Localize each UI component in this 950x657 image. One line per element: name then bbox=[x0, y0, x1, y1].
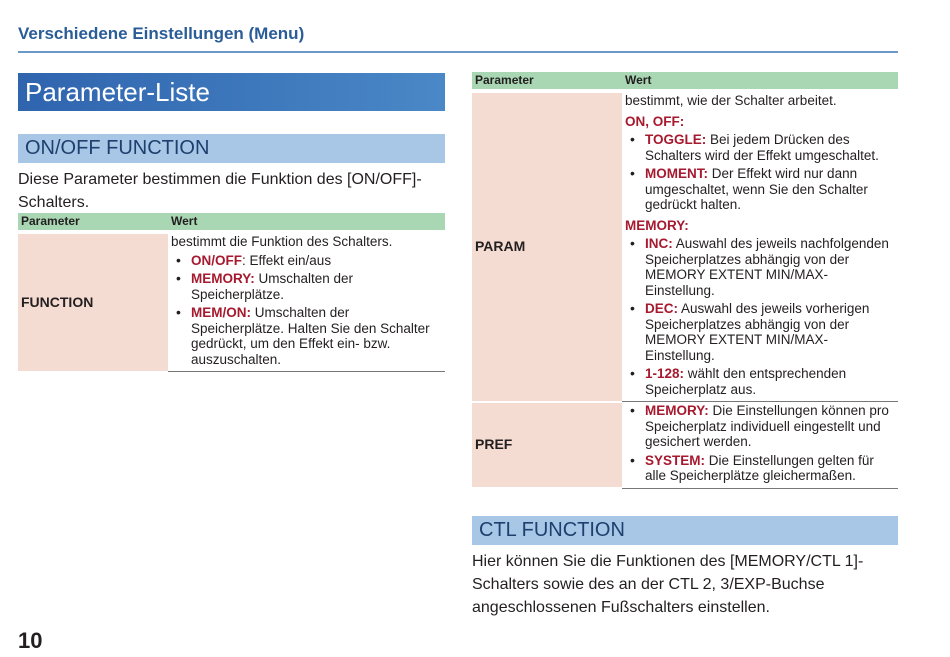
ctl-parameter-table bbox=[472, 72, 898, 489]
list-item bbox=[625, 453, 895, 484]
value-description: bestimmt die Funktion des Schalters. bbox=[171, 234, 393, 249]
table-row bbox=[472, 402, 898, 489]
parameter-value bbox=[622, 91, 898, 402]
option-list bbox=[625, 132, 895, 213]
option-text: Umschalten der Speicherplätze. bbox=[191, 271, 354, 302]
option-text: Effekt ein/aus bbox=[249, 252, 332, 268]
page-title: Parameter-Liste bbox=[18, 73, 445, 111]
onoff-parameter-table bbox=[18, 213, 445, 373]
option-list bbox=[625, 236, 895, 397]
onoff-function-heading: ON/OFF FUNCTION bbox=[18, 134, 445, 163]
list-item bbox=[625, 236, 895, 298]
option-term: MEMORY: bbox=[191, 271, 255, 286]
list-item bbox=[625, 403, 895, 450]
option-term: MOMENT: bbox=[645, 166, 708, 181]
parameter-value bbox=[168, 232, 445, 372]
parameter-name-pref: PREF bbox=[472, 402, 622, 489]
section-header: Verschiedene Einstellungen (Menu) bbox=[18, 24, 305, 43]
parameter-value bbox=[622, 402, 898, 489]
parameter-column-header: Parameter bbox=[472, 72, 622, 91]
ctl-function-heading: CTL FUNCTION bbox=[472, 516, 898, 545]
option-term: DEC: bbox=[645, 301, 678, 316]
list-item bbox=[625, 301, 895, 363]
option-term: MEMORY: bbox=[645, 403, 709, 418]
list-item bbox=[625, 132, 895, 163]
option-text: Bei jedem Drücken des Schalters wird der Effekt umgeschaltet. bbox=[645, 132, 879, 163]
header-rule bbox=[18, 51, 898, 53]
group-label-memory: MEMORY: bbox=[625, 217, 689, 233]
parameter-column-header: Parameter bbox=[18, 213, 168, 232]
option-text: Auswahl des jeweils vorherigen Speicherplatzes abhängig von der MEMORY EXTENT MIN/MAX-Einstellung. bbox=[645, 301, 870, 363]
value-description: bestimmt, wie der Schalter arbeitet. bbox=[625, 93, 837, 108]
option-term: TOGGLE: bbox=[645, 132, 707, 147]
option-list bbox=[171, 253, 442, 368]
option-text: Der Effekt wird nur dann umgeschaltet, wenn Sie den Schalter gedrückt halten. bbox=[645, 166, 868, 212]
option-text: Die Einstellungen können pro Speicherplatz individuell eingestellt und gesichert werden. bbox=[645, 403, 889, 449]
list-item bbox=[171, 271, 442, 302]
option-term: INC: bbox=[645, 236, 673, 251]
option-text: Die Einstellungen gelten für alle Speicherplätze gleichermaßen. bbox=[645, 452, 874, 483]
table-row bbox=[18, 232, 445, 372]
list-item bbox=[171, 253, 442, 269]
parameter-name-param: PARAM bbox=[472, 91, 622, 402]
option-text: Auswahl des jeweils nachfolgenden Speicherplatzes abhängig von der MEMORY EXTENT MIN/MAX-Einstellung. bbox=[645, 236, 889, 298]
option-text: Umschalten der Speicherplätze. Halten Sie den Schalter gedrückt, um den Effekt ein- bzw. auszuschalten. bbox=[191, 305, 430, 367]
table-header-row bbox=[472, 72, 898, 91]
parameter-name-function: FUNCTION bbox=[18, 232, 168, 372]
option-term: 1-128: bbox=[645, 366, 685, 381]
list-item bbox=[171, 305, 442, 367]
onoff-function-intro: Diese Parameter bestimmen die Funktion des [ON/OFF]-Schalters. bbox=[18, 171, 422, 211]
list-item bbox=[625, 166, 895, 213]
ctl-function-description: Hier können Sie die Funktionen des [MEMORY/CTL 1]-Schalters sowie des an der CTL 2, 3/EXP-Buchse angeschlossenen Fußschalters einstellen. bbox=[472, 553, 864, 616]
option-term: MEM/ON: bbox=[191, 305, 251, 320]
option-text: wählt den entsprechenden Speicherplatz aus. bbox=[645, 366, 847, 397]
option-term: SYSTEM: bbox=[645, 452, 706, 468]
option-list bbox=[625, 403, 895, 484]
table-header-row bbox=[18, 213, 445, 232]
list-item bbox=[625, 366, 895, 397]
value-column-header: Wert bbox=[168, 213, 445, 232]
table-row bbox=[472, 91, 898, 402]
option-term: ON/OFF bbox=[191, 252, 242, 268]
group-label-on-off: ON, OFF: bbox=[625, 113, 685, 129]
page-number: 10 bbox=[18, 628, 43, 653]
option-separator: : bbox=[242, 252, 250, 268]
value-column-header: Wert bbox=[622, 72, 898, 91]
